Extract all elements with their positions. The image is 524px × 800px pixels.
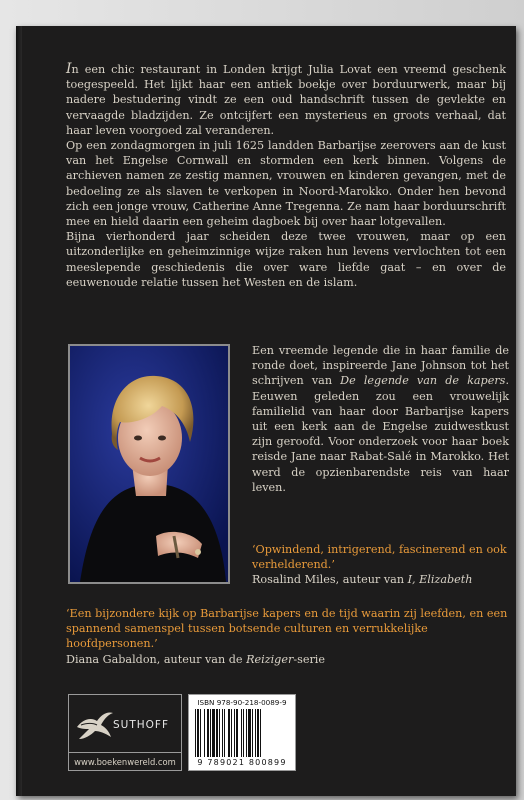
publisher-url: www.boekenwereld.com <box>69 752 181 770</box>
review-quote-text: ‘Een bijzondere kijk op Barbarijse kapers en de tijd waarin zij leefden, en een spannend samenspel tussen botsende culturen en verrukkelijke hoofdpersonen.’ <box>66 607 508 651</box>
review-quote-2 <box>66 606 510 667</box>
synopsis-text <box>66 62 506 290</box>
bird-logo-icon <box>73 705 117 745</box>
isbn-number: ISBN 978-90-218-0089-9 <box>197 698 287 707</box>
book-spine-edge <box>16 26 22 796</box>
synopsis-paragraph-3: Bijna vierhonderd jaar scheiden deze twee vrouwen, maar op een uitzonderlijke en geheimzinnige wijze raken hun levens vervlochten tot een meeslepende geschiedenis die over ware liefde gaat – en over de eeuwenoude relatie tussen het Westen en de islam. <box>66 230 506 289</box>
barcode-icon <box>195 709 289 757</box>
review-quote-author: Diana Gabaldon, auteur van de Reiziger-serie <box>66 652 326 666</box>
book-title: De legende van de kapers <box>340 374 506 388</box>
ean-number: 9 789021 800899 <box>197 758 287 767</box>
author-portrait-illustration <box>70 346 228 582</box>
publisher-box <box>68 694 182 771</box>
barcode-box <box>188 694 296 771</box>
synopsis-paragraph-2: Op een zondagmorgen in juli 1625 landden Barbarijse zeerovers aan de kust van het Engelse Cornwall en stormden een kerk binnen. Volgens de archieven namen ze zestig mannen, vrouwen en kinderen gevangen, met de bedoeling ze als slaven te verkopen in Noord-Marokko. Onder hen bevond zich een jonge vrouw, Catherine Anne Tregenna. Ze nam haar borduurschrift mee en hield daarin een geheim dagboek bij over haar lotgevallen. <box>66 139 506 229</box>
publisher-name: SUTHOFF <box>113 719 170 731</box>
review-quote-1 <box>252 542 509 588</box>
review-quote-text: ‘Opwindend, intrigerend, fascinerend en ook verhelderend.’ <box>252 543 507 572</box>
author-bio: Een vreemde legende die in haar familie de ronde doet, inspireerde Jane Johnson tot het schrijven van De legende van de kapers. Eeuwen geleden zou een vrouwelijk familielid van haar door Barbarijse kapers uit een kerk aan de Engelse zuidwestkust zijn geroofd. Voor onderzoek voor haar boek reisde Jane naar Rabat-Salé in Marokko. Het werd de opzienbarendste reis van haar leven. <box>252 344 509 494</box>
author-photo <box>68 344 230 584</box>
drop-cap: I <box>66 61 72 77</box>
review-quote-author: Rosalind Miles, auteur van I, Elizabeth <box>252 573 473 587</box>
publisher-logo <box>69 695 181 752</box>
synopsis-paragraph-1: In een chic restaurant in Londen krijgt Julia Lovat een vreemd geschenk toegespeeld. Het lijkt haar een antiek boekje over borduurwerk, maar bij nadere bestudering vindt ze een oud handschrift tussen de gevlekte en vervaagde bladzijden. Ze ontcijfert een mysterieus en groots verhaal, dat haar leven voorgoed zal veranderen. <box>66 61 506 137</box>
